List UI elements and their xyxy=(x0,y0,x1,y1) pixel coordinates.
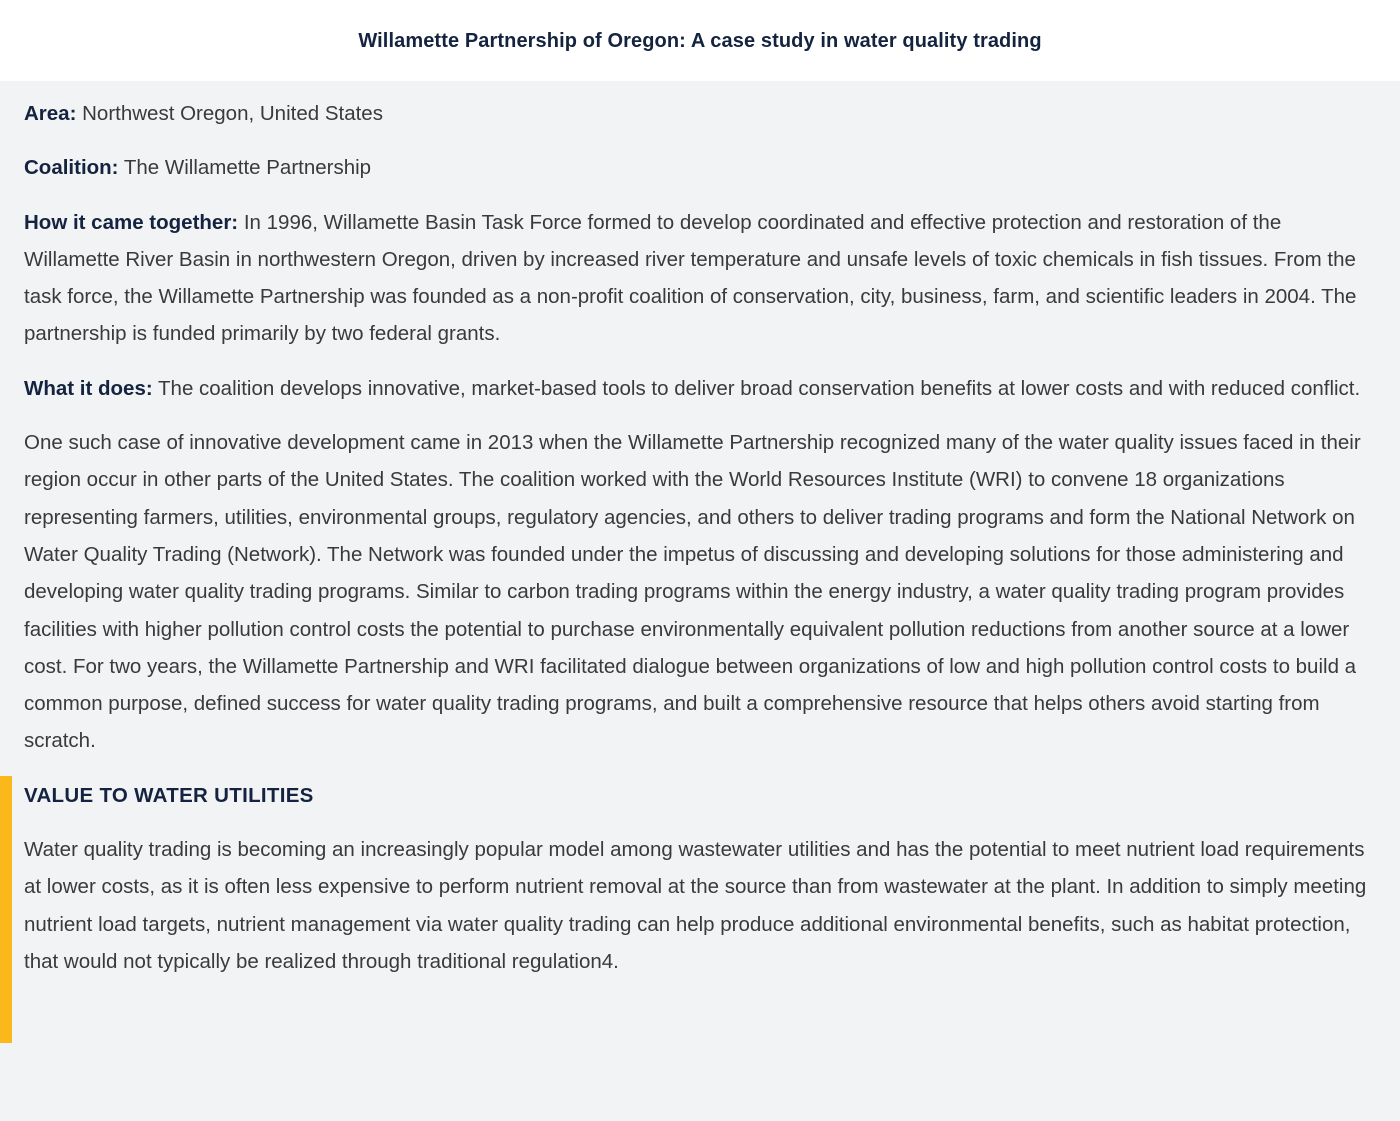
purpose-value: The coalition develops innovative, market-based tools to deliver broad conservation benefits at lower costs and with reduced conflict. xyxy=(158,376,1361,400)
section-heading: VALUE TO WATER UTILITIES xyxy=(24,783,314,807)
purpose-label: What it does: xyxy=(24,376,153,400)
history-field xyxy=(24,204,1376,353)
coalition-label: Coalition: xyxy=(24,156,119,180)
accent-bar xyxy=(0,776,12,1043)
history-label: How it came together: xyxy=(24,210,239,234)
purpose-field xyxy=(24,370,1376,407)
value-to-utilities-section xyxy=(0,777,1376,980)
area-label: Area: xyxy=(24,102,77,125)
case-study-panel xyxy=(0,81,1400,1121)
page-title: Willamette Partnership of Oregon: A case study in water quality trading xyxy=(358,30,1042,52)
title-bar xyxy=(0,0,1400,81)
history-value: In 1996, Willamette Basin Task Force formed to develop coordinated and effective protection and restoration of the Willamette River Basin in northwestern Oregon, driven by increased river temperature and unsafe levels of toxic chemicals in fish tissues. From the task force, the Willamette Partnership was founded as a non-profit coalition of conservation, city, business, farm, and scientific leaders in 2004. The partnership is funded primarily by two federal grants. xyxy=(24,210,1357,346)
coalition-field xyxy=(24,149,1376,186)
area-field xyxy=(24,95,1376,132)
body-paragraph: One such case of innovative development came in 2013 when the Willamette Partnership recognized many of the water quality issues faced in their region occur in other parts of the United States. The coalition worked with the World Resources Institute (WRI) to convene 18 organizations representing farmers, utilities, environmental groups, regulatory agencies, and others to deliver trading programs and form the National Network on Water Quality Trading (Network). The Network was founded under the impetus of discussing and developing solutions for those administering and developing water quality trading programs. Similar to carbon trading programs within the energy industry, a water quality trading program provides facilities with higher pollution control costs the potential to purchase environmentally equivalent pollution reductions from another source at a lower cost. For two years, the Willamette Partnership and WRI facilitated dialogue between organizations of low and high pollution control costs to build a common purpose, defined success for water quality trading programs, and built a comprehensive resource that helps others avoid starting from scratch. xyxy=(24,431,1361,753)
section-paragraph: Water quality trading is becoming an increasingly popular model among wastewater utilities and has the potential to meet nutrient load requirements at lower costs, as it is often less expensive to perform nutrient removal at the source than from wastewater at the plant. In addition to simply meeting nutrient load targets, nutrient management via water quality trading can help produce additional environmental benefits, such as habitat protection, that would not typically be realized through traditional regulation4. xyxy=(24,838,1367,973)
area-value: Northwest Oregon, United States xyxy=(82,102,383,125)
coalition-value: The Willamette Partnership xyxy=(123,156,372,180)
